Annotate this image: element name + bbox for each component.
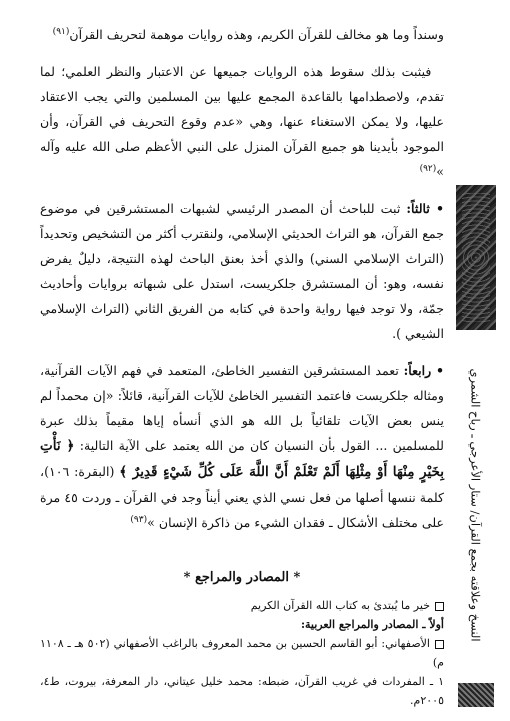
references-subtitle: أولاً ـ المصادر والمراجع العربية:: [300, 618, 444, 631]
running-title-box: [456, 330, 496, 680]
bullet-icon: •: [435, 201, 444, 216]
side-ornament: [456, 185, 496, 330]
paragraph-1-text: وسنداً وما هو مخالف للقرآن الكريم، وهذه روايات موهمة لتحريف القرآن: [69, 27, 444, 42]
running-title: النسخ وعلاقته بجمع القرآن/ ستار الأعرجي ـ رباح الشمري: [469, 368, 484, 642]
square-bullet-icon: [435, 640, 444, 649]
reference-item: [40, 634, 444, 672]
paragraph-2-text: فيثبت بذلك سقوط هذه الروايات جميعها عن الاعتبار والنظر العلمي؛ لما تقدم، ولاصطدامها بالقاعدة المجمع عليها بين المسلمين والتي يجب الاعتقاد عليها، ولا يمكن الاستغناء عنها، وهي «عدم وقوع التحريف في القرآن، وأن الموجود بأيدينا هو جميع القرآن المنزل على النبي الأعظم صلى الله عليه وآله »: [40, 64, 444, 179]
point-three-label: ثالثاً:: [406, 201, 430, 216]
footnote-ref-91: (٩١): [52, 26, 70, 37]
reference-item: [40, 596, 444, 615]
reference-text: خير ما يُبتدئ به كتاب الله القرآن الكريم: [250, 599, 430, 612]
reference-item: [40, 672, 444, 710]
square-bullet-icon: [435, 602, 444, 611]
references-title: * المصادر والمراجع *: [183, 570, 301, 585]
side-band: [456, 185, 496, 715]
footnote-ref-92: (٩٢): [419, 163, 437, 174]
paragraph-1: [40, 22, 444, 47]
footnote-ref-93: (٩٣): [130, 514, 148, 525]
point-four-label: رابعاً:: [403, 363, 432, 378]
reference-text: ١ ـ المفردات في غريب القرآن، ضبطه: محمد خليل عيتاني، دار المعرفة، بيروت، ط٤، ٢٠٠٥م.: [40, 675, 444, 707]
paragraph-2: [40, 59, 444, 184]
paragraph-4-text-a: تعمد المستشرقين التفسير الخاطئ، المتعمد في فهم الآيات القرآنية، ومثاله جلكريست فاعتمد التفسير الخاطئ للآيات القرآنية، قائلاً: «إن محمداً لم ينس بعض الآيات تلقائياً بل الله هو الذي أنسأه إياها مقيماً بذلك عبرة للمسلمين ... القول بأن النسيان كان من الله يعتمد على الآية التالية:: [40, 363, 444, 453]
reference-text: الأصفهاني: أبو القاسم الحسين بن محمد المعروف بالراغب الأصفهاني (٥٠٢ هـ ـ ١١٠٨ م): [40, 637, 444, 669]
paragraph-4: [40, 358, 444, 535]
paragraph-3: [40, 196, 444, 346]
main-text-column: [40, 22, 444, 710]
quran-verse: ﴿ نَأْتِ بِخَيْرٍ مِنْهَا أَوْ مِثْلِهَا أَلَمْ تَعْلَمْ أَنَّ اللَّهَ عَلَى كُلِّ شَيْءٍ قَدِيرٌ ﴾: [40, 438, 445, 480]
references-list: [40, 596, 444, 710]
paragraph-4-text-b: (البقرة: ١٠٦)، كلمة ننسها أصلها من فعل نسي الذي يعني أيناً وجد في القرآن ـ وردت ٤٥ مرة على مختلف الأشكال ـ فقدان الشيء من ذاكرة الإنسان »: [40, 464, 445, 530]
bullet-icon: •: [435, 363, 444, 378]
paragraph-3-text: ثبت للباحث أن المصدر الرئيسي لشبهات المستشرقين في موضوع جمع القرآن، هو التراث الحديثي الإسلامي، ولنقترب أكثر من التشخيص وتحديداً (التراث الإسلامي السني) والذي أخذ بعنق الباحث لهذه النتيجة، دليلٌ يفرض نفسه، وهو: أن المستشرق جلكريست، استدل على شبهاته بروايات وأحاديث جمّة، ولا توجد فيها رواية واحدة في كتابه من الفريق الثاني (التراث الإسلامي الشيعي ).: [40, 201, 444, 341]
side-ornament-bottom: [458, 683, 494, 707]
